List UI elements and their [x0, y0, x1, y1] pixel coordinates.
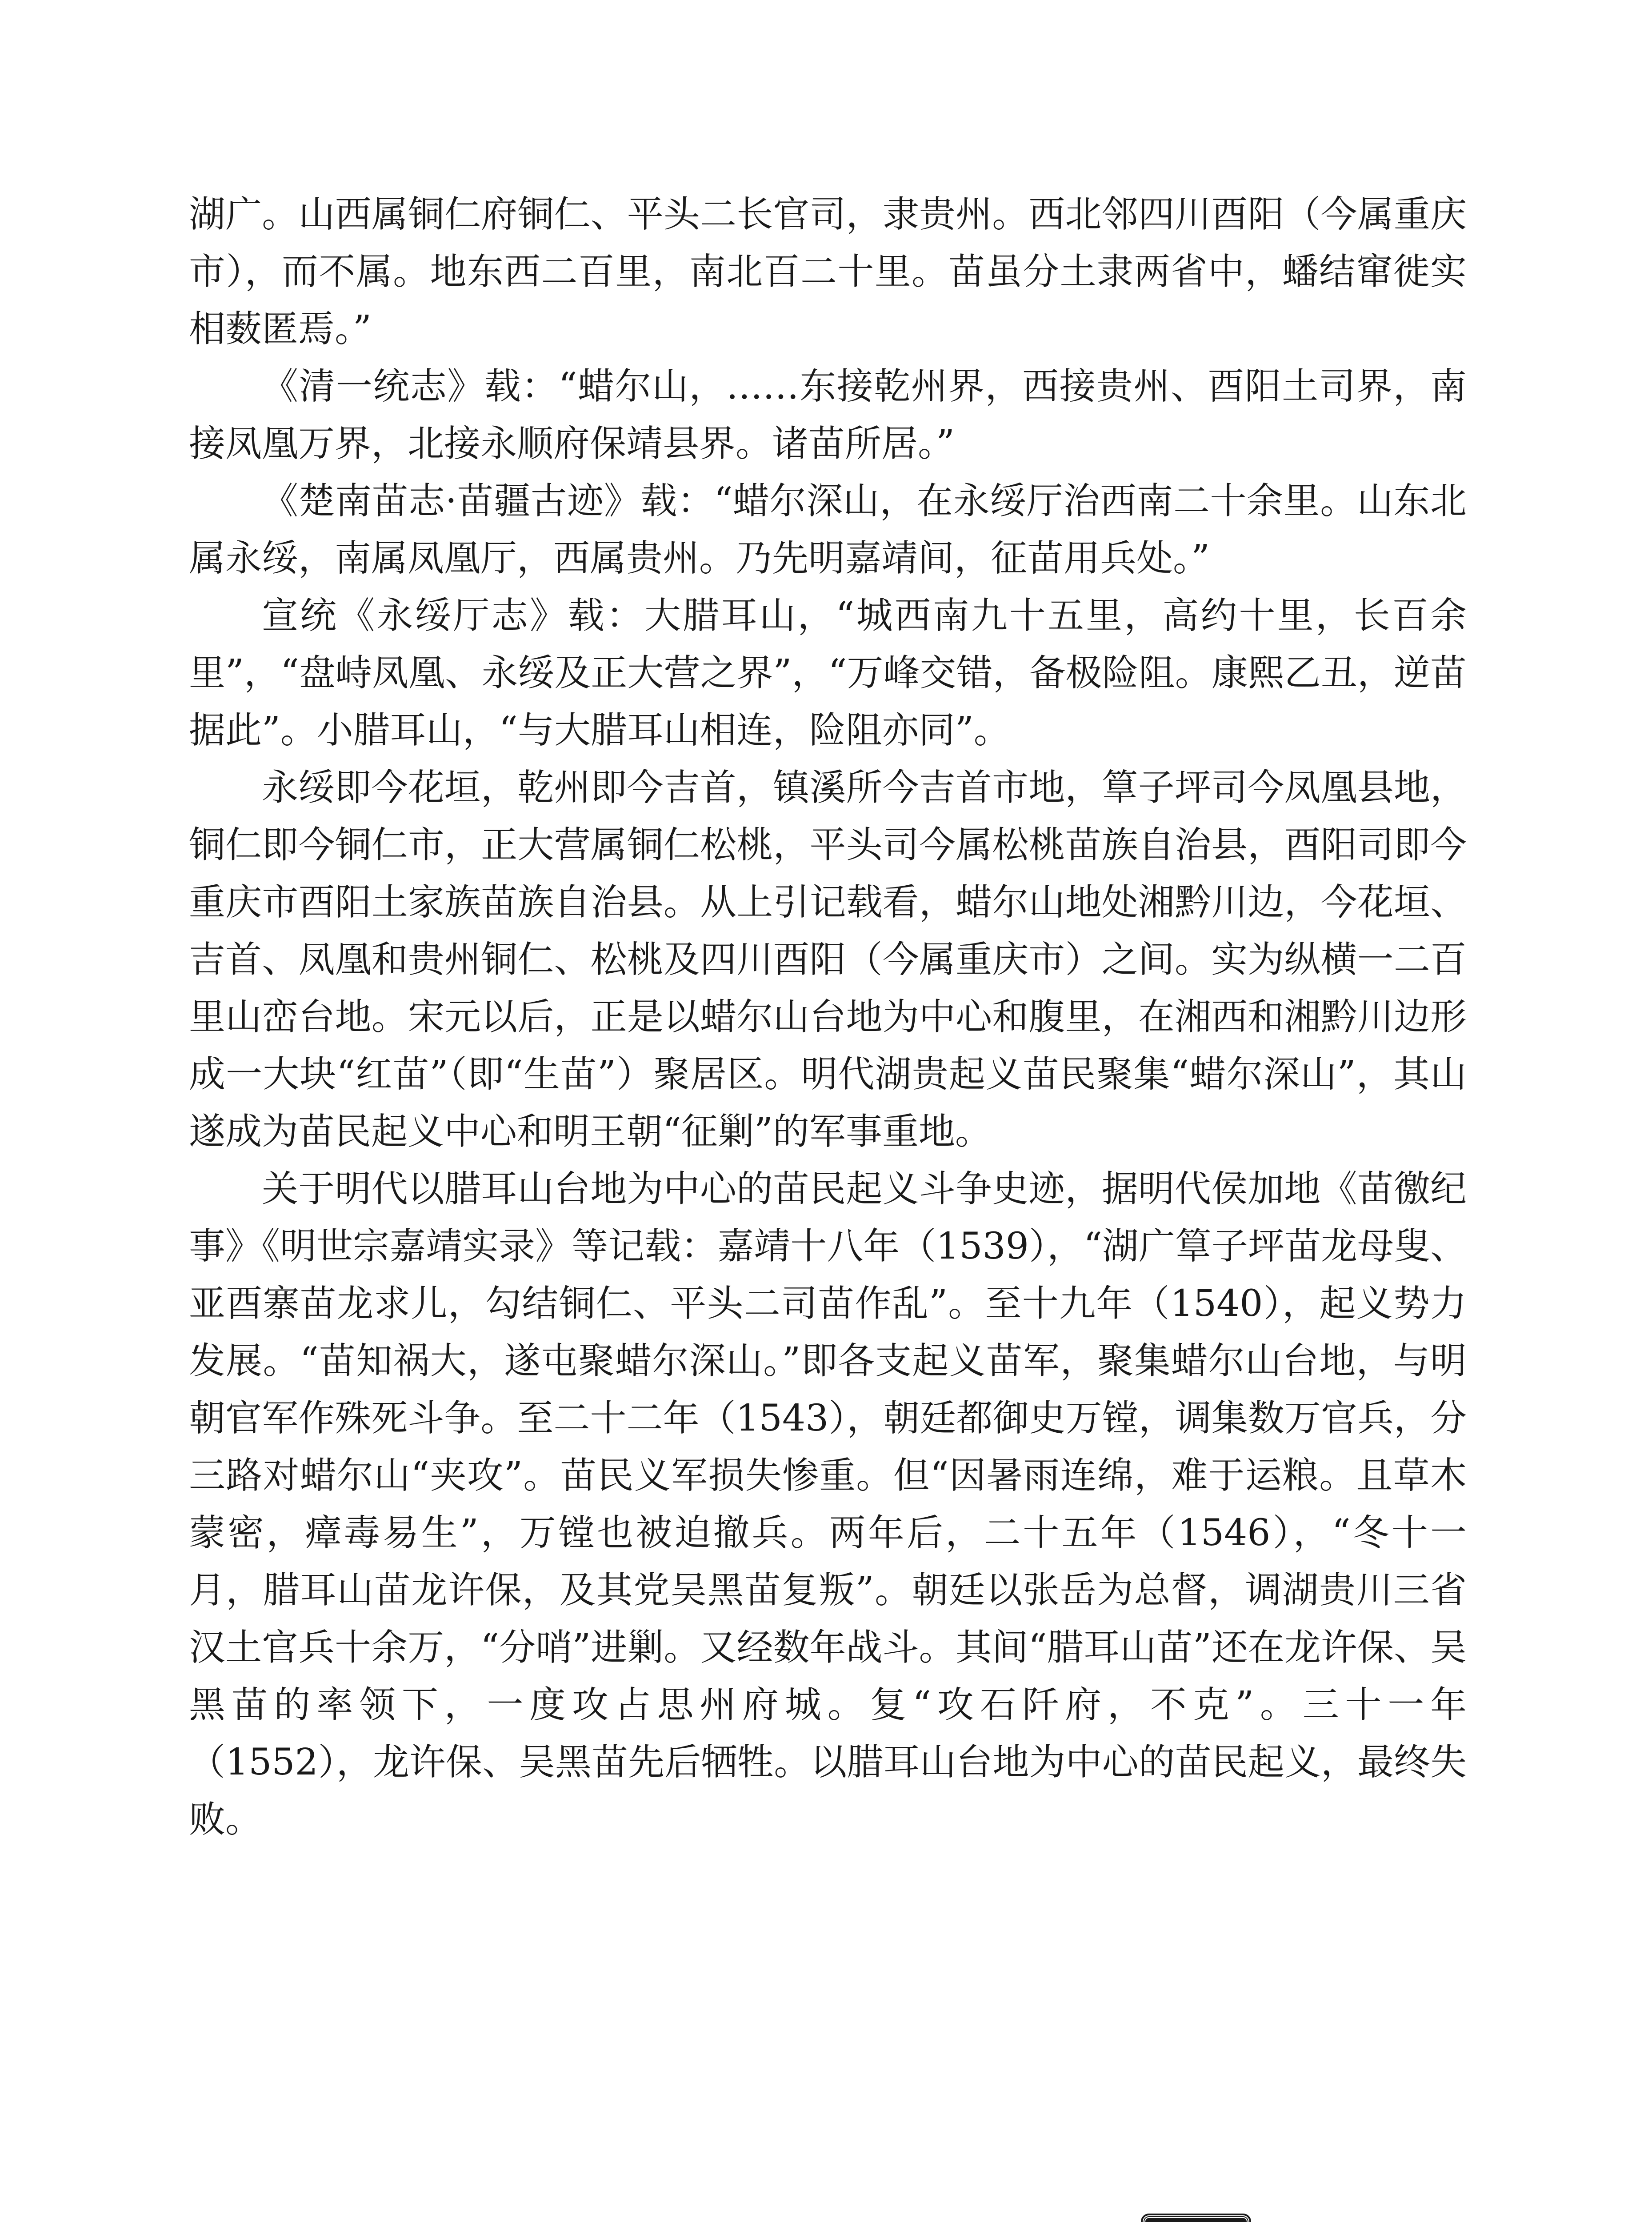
paragraph-chunan-miaozhi: 《楚南苗志·苗疆古迹》载：“蜡尔深山，在永绥厅治西南二十余里。山东北属永绥，南属凤凰厅，西属贵州。乃先明嘉靖间，征苗用兵处。”	[189, 480, 1467, 579]
section-title	[1275, 2220, 1392, 2222]
part-label-badge	[1143, 2215, 1249, 2222]
paragraph-qing-yitongzhi: 《清一统志》载：“蜡尔山，……东接乾州界，西接贵州、酉阳土司界，南接凤凰万界，北接永顺府保靖县界。诸苗所居。”	[189, 365, 1467, 465]
paragraph-ming-uprising: 关于明代以腊耳山台地为中心的苗民起义斗争史迹，据明代侯加地《苗徼纪事》《明世宗嘉靖实录》等记载：嘉靖十八年（1539），“湖广筸子坪苗龙母叟、亚酉寨苗龙求儿，勾结铜仁、平头二司苗作乱”。至十九年（1540），起义势力发展。“苗知祸大，遂屯聚蜡尔深山。”即各支起义苗军，聚集蜡尔山台地，与明朝官军作殊死斗争。至二十二年（1543），朝廷都御史万镗，调集数万官兵，分三路对蜡尔山“夹攻”。苗民义军损失惨重。但“因暑雨连绵，难于运粮。且草木蒙密，瘴毒易生”，万镗也被迫撤兵。两年后，二十五年（1546），“冬十一月，腊耳山苗龙许保，及其党吴黑苗复叛”。朝廷以张岳为总督，调湖贵川三省汉土官兵十余万，“分哨”进剿。又经数年战斗。其间“腊耳山苗”还在龙许保、吴黑苗的率领下，一度攻占思州府城。复“攻石阡府，不克”。三十一年（1552），龙许保、吴黑苗先后牺牲。以腊耳山台地为中心的苗民起义，最终失败。	[189, 1168, 1467, 1841]
paragraph-place-names: 永绥即今花垣，乾州即今吉首，镇溪所今吉首市地，筸子坪司今凤凰县地，铜仁即今铜仁市，正大营属铜仁松桃，平头司今属松桃苗族自治县，酉阳司即今重庆市酉阳土家族苗族自治县。从上引记载看，蜡尔山地处湘黔川边，今花垣、吉首、凤凰和贵州铜仁、松桃及四川酉阳（今属重庆市）之间。实为纵横一二百里山峦台地。宋元以后，正是以蜡尔山台地为中心和腹里，在湘西和湘黔川边形成一大块“红苗”（即“生苗”）聚居区。明代湖贵起义苗民聚集“蜡尔深山”，其山遂成为苗民起义中心和明王朝“征剿”的军事重地。	[189, 767, 1467, 1153]
body-text	[189, 186, 1467, 1848]
paragraph-continuation: 湖广。山西属铜仁府铜仁、平头二长官司，隶贵州。西北邻四川酉阳（今属重庆市），而不属。地东西二百里，南北百二十里。苗虽分土隶两省中，蟠结窜徙实相薮匿焉。”	[189, 193, 1467, 350]
page-footer	[1143, 2215, 1466, 2222]
paragraph-yongsui-tingzhi: 宣统《永绥厅志》载：大腊耳山，“城西南九十五里，高约十里，长百余里”，“盘峙凤凰、永绥及正大营之界”，“万峰交错，备极险阻。康熙乙丑，逆苗据此”。小腊耳山，“与大腊耳山相连，险阻亦同”。	[189, 595, 1467, 751]
